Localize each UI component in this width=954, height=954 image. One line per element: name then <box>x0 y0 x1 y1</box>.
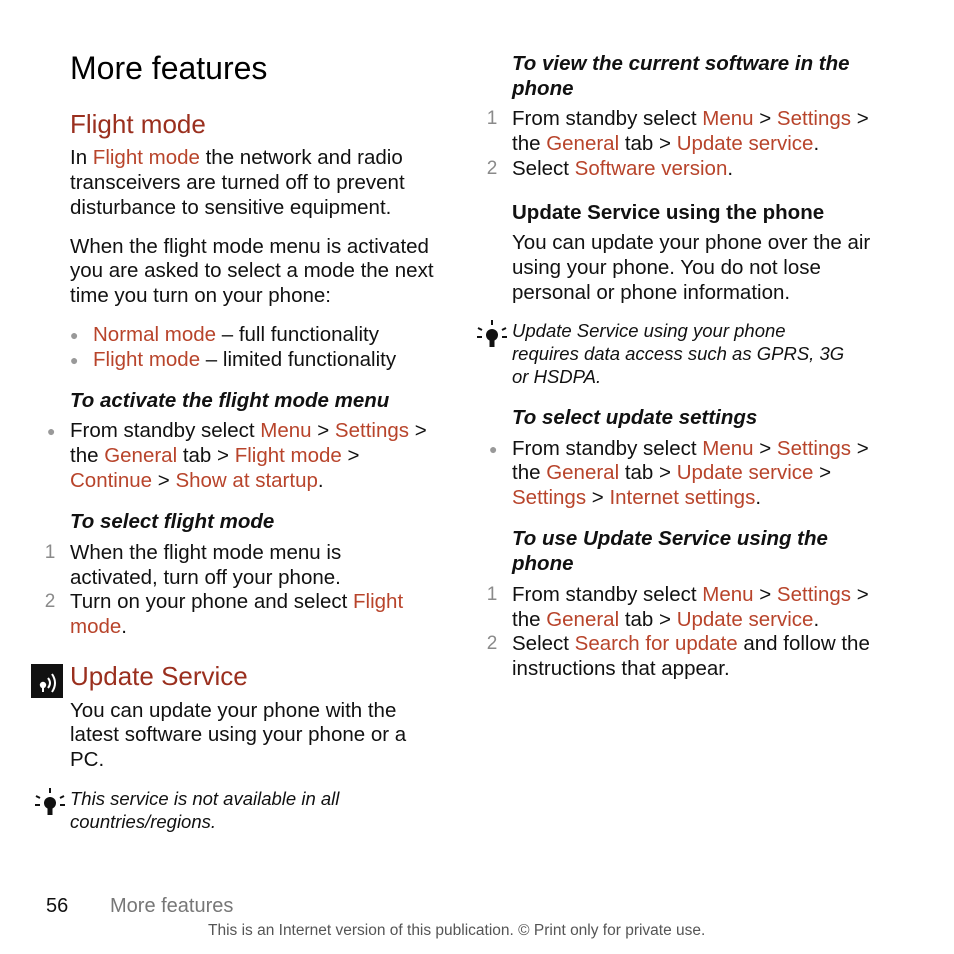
search-for-update-link[interactable]: Search for update <box>574 632 738 655</box>
normal-mode-link[interactable]: Normal mode <box>93 323 217 346</box>
view-software-heading: To view the current software in the <box>512 52 850 75</box>
tip-note-line: This service is not available in all <box>70 788 340 809</box>
update-using-phone-heading: Update Service using the phone <box>512 201 825 224</box>
flight-link[interactable]: Flight <box>353 590 404 613</box>
step-number: 2 <box>44 591 56 612</box>
settings-link[interactable]: Settings <box>512 486 587 509</box>
step-line: Select Search for update and follow the <box>512 632 870 655</box>
update-para-line: latest software using your phone or a <box>70 723 407 746</box>
lightbulb-tip-icon <box>33 786 69 827</box>
flight-para-line: When the flight mode menu is activated <box>70 235 429 258</box>
using-para-line: personal or phone information. <box>512 281 791 304</box>
update-service-link[interactable]: Update service <box>676 132 814 155</box>
step-line: From standby select Menu > Settings > <box>512 107 869 130</box>
step-number: 1 <box>486 108 498 129</box>
copyright-notice: This is an Internet version of this publication. © Print only for private use. <box>208 922 706 939</box>
instruction-line: the General tab > Flight mode > <box>70 444 360 467</box>
internet-settings-link[interactable]: Internet settings <box>609 486 756 509</box>
step-line: From standby select Menu > Settings > <box>512 583 869 606</box>
settings-link[interactable]: Settings <box>776 583 851 606</box>
bullet-icon: ● <box>70 327 79 343</box>
settings-link[interactable]: Settings <box>776 437 851 460</box>
continue-link[interactable]: Continue <box>70 469 153 492</box>
flight-intro-line: In Flight mode the network and radio <box>70 146 403 169</box>
step-number: 2 <box>486 633 498 654</box>
footer-section-title: More features <box>110 895 234 917</box>
tip-note-line: countries/regions. <box>70 811 217 832</box>
menu-link[interactable]: Menu <box>702 437 754 460</box>
update-service-link[interactable]: Update service <box>676 608 814 631</box>
show-at-startup-link[interactable]: Show at startup <box>175 469 318 492</box>
flight-mode-link[interactable]: Flight mode <box>92 146 200 169</box>
step-line: instructions that appear. <box>512 657 730 680</box>
tip-note-line: Update Service using your phone <box>512 320 786 341</box>
instruction-line: Continue > Show at startup. <box>70 469 324 492</box>
flight-mode-heading: Flight mode <box>70 109 206 139</box>
step-line: mode. <box>70 615 127 638</box>
step-line: the General tab > Update service. <box>512 608 820 631</box>
menu-link[interactable]: Menu <box>702 583 754 606</box>
instruction-line: From standby select Menu > Settings > <box>512 437 869 460</box>
bullet-icon: ● <box>70 352 79 368</box>
instruction-line: Settings > Internet settings. <box>512 486 762 509</box>
menu-link[interactable]: Menu <box>260 419 312 442</box>
step-line: Select Software version. <box>512 157 734 180</box>
select-update-settings-heading: To select update settings <box>512 406 758 429</box>
flight-intro-line: disturbance to sensitive equipment. <box>70 196 392 219</box>
flight-mode-link[interactable]: Flight mode <box>234 444 342 467</box>
software-version-link[interactable]: Software version <box>574 157 728 180</box>
select-flight-mode-heading: To select flight mode <box>70 510 275 533</box>
general-link[interactable]: General <box>546 132 620 155</box>
step-number: 2 <box>486 158 498 179</box>
flight-para-line: you are asked to select a mode the next <box>70 259 434 282</box>
step-number: 1 <box>44 542 56 563</box>
general-link[interactable]: General <box>546 461 620 484</box>
flight-para-line: time you turn on your phone: <box>70 284 331 307</box>
list-item: Flight mode – limited functionality <box>93 348 397 371</box>
use-update-service-heading: phone <box>512 552 574 575</box>
step-line: activated, turn off your phone. <box>70 566 341 589</box>
step-number: 1 <box>486 584 498 605</box>
update-service-heading: Update Service <box>70 661 248 691</box>
activate-flight-menu-heading: To activate the flight mode menu <box>70 389 390 412</box>
instruction-line: the General tab > Update service > <box>512 461 832 484</box>
bullet-icon: ● <box>47 423 56 439</box>
step-line: the General tab > Update service. <box>512 132 820 155</box>
general-link[interactable]: General <box>104 444 178 467</box>
general-link[interactable]: General <box>546 608 620 631</box>
update-service-link[interactable]: Update service <box>676 461 814 484</box>
page-title: More features <box>70 50 268 86</box>
menu-link[interactable]: Menu <box>702 107 754 130</box>
tip-note-line: or HSDPA. <box>512 366 602 387</box>
tip-note-line: requires data access such as GPRS, 3G <box>512 343 845 364</box>
mode-link[interactable]: mode <box>70 615 122 638</box>
settings-link[interactable]: Settings <box>776 107 851 130</box>
instruction-line: From standby select Menu > Settings > <box>70 419 427 442</box>
using-para-line: You can update your phone over the air <box>512 231 871 254</box>
step-line: When the flight mode menu is <box>70 541 342 564</box>
step-line: Turn on your phone and select Flight <box>70 590 404 613</box>
update-service-icon <box>31 664 63 698</box>
update-para-line: PC. <box>70 748 105 771</box>
using-para-line: using your phone. You do not lose <box>512 256 821 279</box>
use-update-service-heading: To use Update Service using the <box>512 527 828 550</box>
flight-intro-line: transceivers are turned off to prevent <box>70 171 405 194</box>
update-para-line: You can update your phone with the <box>70 699 397 722</box>
settings-link[interactable]: Settings <box>334 419 409 442</box>
lightbulb-tip-icon <box>475 318 511 359</box>
page-number: 56 <box>46 895 69 917</box>
bullet-icon: ● <box>489 441 498 457</box>
view-software-heading: phone <box>512 77 574 100</box>
list-item: Normal mode – full functionality <box>93 323 379 346</box>
flight-mode-link[interactable]: Flight mode <box>93 348 201 371</box>
